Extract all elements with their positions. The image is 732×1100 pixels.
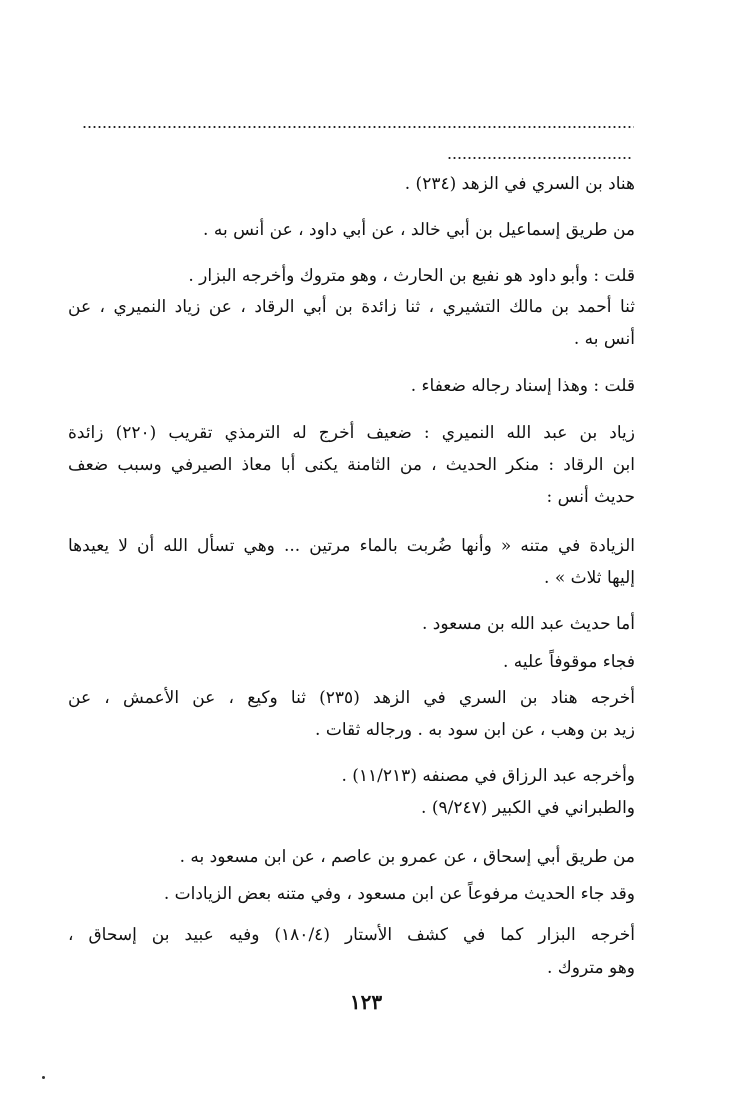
text-line: أنس به . xyxy=(573,329,635,349)
text-line: حديث أنس : xyxy=(546,487,635,507)
text-line: أخرجه هناد بن السري في الزهد (٢٣٥) ثنا وكيع ، عن الأعمش ، عن xyxy=(68,688,636,708)
text-line: إليها ثلاث » . xyxy=(544,568,635,588)
text-line: زياد بن عبد الله النميري : ضعيف أخرج له الترمذي تقريب (٢٢٠) زائدة xyxy=(68,423,635,443)
text-line: من طريق أبي إسحاق ، عن عمرو بن عاصم ، عن ابن مسعود به . xyxy=(179,847,635,867)
text-line: ابن الرقاد : منكر الحديث ، من الثامنة يكنى أبا معاذ الصيرفي وسبب ضعف xyxy=(68,455,635,475)
text-line: هناد بن السري في الزهد (٢٣٤) . xyxy=(404,174,635,194)
text-line: قلت : وأبو داود هو نفيع بن الحارث ، وهو متروك وأخرجه البزار . xyxy=(188,266,635,286)
text-line: من طريق إسماعيل بن أبي خالد ، عن أبي داود ، عن أنس به . xyxy=(203,220,635,240)
text-line: أما حديث عبد الله بن مسعود . xyxy=(421,614,635,634)
dotted-separator-continuation xyxy=(447,157,632,159)
text-line: وأخرجه عبد الرزاق في مصنفه (١١/٢١٣) . xyxy=(341,766,635,786)
text-line: والطبراني في الكبير (٩/٢٤٧) . xyxy=(421,798,635,818)
text-line: فجاء موقوفاً عليه . xyxy=(502,652,635,672)
text-line: زيد بن وهب ، عن ابن سود به . ورجاله ثقات . xyxy=(315,720,635,740)
text-line: قلت : وهذا إسناد رجاله ضعفاء . xyxy=(410,376,635,396)
page-number: ١٢٣ xyxy=(349,990,383,1014)
text-line: أخرجه البزار كما في كشف الأستار (١٨٠/٤) وفيه عبيد بن إسحاق ، xyxy=(68,925,635,945)
scan-speck xyxy=(42,1076,45,1079)
text-line: وهو متروك . xyxy=(546,958,635,978)
text-line: الزيادة في متنه « وأنها ضُربت بالماء مرتين ... وهي تسأل الله أن لا يعيدها xyxy=(68,536,635,556)
text-line: وقد جاء الحديث مرفوعاً عن ابن مسعود ، وفي متنه بعض الزيادات . xyxy=(163,884,635,904)
dotted-separator-top xyxy=(82,126,634,128)
text-line: ثنا أحمد بن مالك التشيري ، ثنا زائدة بن أبي الرقاد ، عن زياد النميري ، عن xyxy=(68,297,635,317)
